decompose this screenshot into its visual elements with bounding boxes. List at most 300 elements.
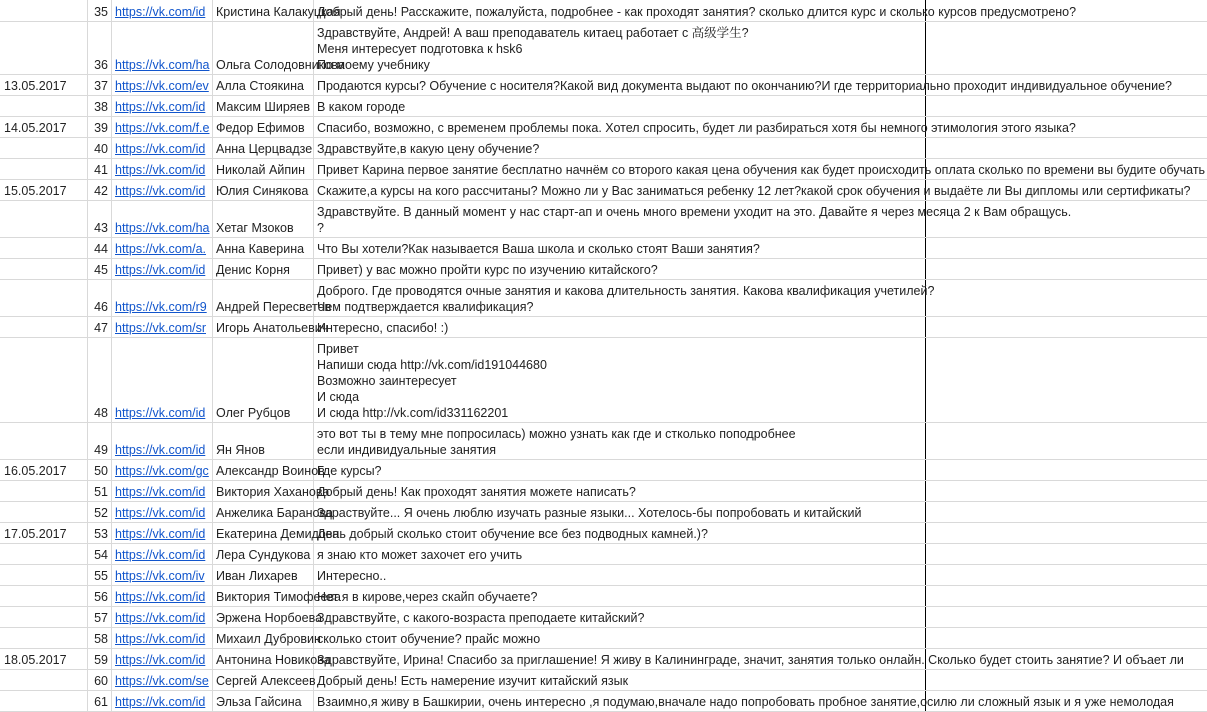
profile-link[interactable]	[112, 317, 213, 337]
name-cell-text: Анжелика Баранова	[216, 506, 333, 520]
message-line: Интересно, спасибо! :)	[317, 321, 449, 335]
profile-link-text[interactable]: https://vk.com/id	[115, 611, 206, 625]
row-number-cell-text: 40	[94, 142, 108, 156]
row-number-cell-text: 41	[94, 163, 108, 177]
row-number-cell-text: 59	[94, 653, 108, 667]
table-row	[0, 523, 1207, 544]
message-line: Добрый день! Как проходят занятия можете написать?	[317, 485, 636, 499]
row-number-cell-text: 61	[94, 695, 108, 709]
name-cell-text: Иван Лихарев	[216, 569, 298, 583]
profile-link-text[interactable]: https://vk.com/id	[115, 406, 206, 420]
profile-link[interactable]	[112, 22, 213, 74]
profile-link-text[interactable]: https://vk.com/ev	[115, 79, 209, 93]
message-cell	[314, 481, 925, 501]
date-cell	[0, 96, 88, 116]
profile-link-text[interactable]: https://vk.com/id	[115, 263, 206, 277]
message-line: Привет Карина первое занятие бесплатно начнём со второго какая цена обучения как будет происходить оплата сколько по времени вы будите обучать	[317, 163, 1206, 177]
profile-link[interactable]	[112, 117, 213, 137]
row-number-cell	[88, 280, 112, 316]
name-cell-text: Олег Рубцов	[216, 406, 291, 420]
name-cell-text: Виктория Тимофеева	[216, 590, 341, 604]
message-line: Здравствуйте,в какую цену обучение?	[317, 142, 540, 156]
next-column-cell	[925, 96, 1207, 116]
table-row	[0, 338, 1207, 423]
next-column-cell	[925, 138, 1207, 158]
profile-link-text[interactable]: https://vk.com/id	[115, 632, 206, 646]
profile-link[interactable]	[112, 481, 213, 501]
profile-link[interactable]	[112, 180, 213, 200]
name-cell-text: Ян Янов	[216, 443, 265, 457]
name-cell	[213, 117, 314, 137]
date-cell	[0, 691, 88, 711]
row-number-cell	[88, 117, 112, 137]
message-line: если индивидуальные занятия	[317, 443, 497, 457]
message-line: Возможно заинтересует	[317, 374, 457, 388]
name-cell-text: Сергей Алексеев	[216, 674, 316, 688]
row-number-cell-text: 38	[94, 100, 108, 114]
next-column-cell	[925, 259, 1207, 279]
profile-link-text[interactable]: https://vk.com/sr	[115, 321, 206, 335]
row-number-cell	[88, 586, 112, 606]
profile-link-text[interactable]: https://vk.com/id	[115, 163, 206, 177]
table-row	[0, 481, 1207, 502]
message-line: Здравствуйте, Андрей! А ваш преподаватель китаец работает с 高级学生?	[317, 26, 749, 40]
row-number-cell-text: 58	[94, 632, 108, 646]
profile-link[interactable]	[112, 649, 213, 669]
row-number-cell	[88, 238, 112, 258]
date-cell-text: 15.05.2017	[4, 184, 67, 198]
date-cell	[0, 586, 88, 606]
row-number-cell	[88, 691, 112, 711]
table-row	[0, 565, 1207, 586]
table-row	[0, 628, 1207, 649]
message-cell	[314, 502, 925, 522]
row-number-cell	[88, 138, 112, 158]
row-number-cell-text: 57	[94, 611, 108, 625]
message-line: Здравствуйте, Ирина! Спасибо за приглашение! Я живу в Калининграде, значит, занятия только онлайн. Сколько будет стоить занятие? И объает ли	[317, 653, 1184, 667]
next-column-cell	[925, 460, 1207, 480]
message-cell	[314, 544, 925, 564]
name-cell-text: Эльза Гайсина	[216, 695, 302, 709]
date-cell	[0, 544, 88, 564]
row-number-cell-text: 47	[94, 321, 108, 335]
date-cell-text: 17.05.2017	[4, 527, 67, 541]
message-line: Привет	[317, 342, 359, 356]
date-cell	[0, 201, 88, 237]
row-number-cell-text: 42	[94, 184, 108, 198]
profile-link[interactable]	[112, 691, 213, 711]
profile-link[interactable]	[112, 523, 213, 543]
message-cell	[314, 523, 925, 543]
row-number-cell	[88, 502, 112, 522]
row-number-cell	[88, 338, 112, 422]
name-cell	[213, 523, 340, 543]
message-cell	[314, 423, 925, 459]
date-cell	[0, 670, 88, 690]
message-line: Спасибо, возможно, с временем проблемы пока. Хотел спросить, будет ли разбираться хотя бы немного этимология этого языка?	[317, 121, 1076, 135]
table-row	[0, 423, 1207, 460]
message-line: Скажите,а курсы на кого рассчитаны? Можно ли у Вас заниматься ребенку 12 лет?какой срок обучения и выдаёте ли Вы дипломы или сертификаты?	[317, 184, 1191, 198]
date-cell-text: 14.05.2017	[4, 121, 67, 135]
date-cell	[0, 628, 88, 648]
profile-link-text[interactable]: https://vk.com/id	[115, 506, 206, 520]
next-column-cell	[925, 238, 1207, 258]
profile-link-text[interactable]: https://vk.com/id	[115, 184, 206, 198]
name-cell-text: Андрей Пересветов	[216, 300, 332, 314]
profile-link[interactable]	[112, 75, 213, 95]
name-cell	[213, 138, 314, 158]
row-number-cell-text: 36	[94, 58, 108, 72]
next-column-cell	[925, 423, 1207, 459]
profile-link[interactable]	[112, 670, 213, 690]
row-number-cell	[88, 22, 112, 74]
message-line: Нет я в кирове,через скайп обучаете?	[317, 590, 538, 604]
profile-link-text[interactable]: https://vk.com/id	[115, 527, 206, 541]
message-line: я знаю кто может захочет его учить	[317, 548, 523, 562]
profile-link[interactable]	[112, 338, 213, 422]
message-line: Здравствуйте. В данный момент у нас старт-ап и очень много времени уходит на это. Давайте я через месяца 2 к Вам обращусь.	[317, 205, 1072, 219]
row-number-cell-text: 46	[94, 300, 108, 314]
profile-link-text[interactable]: https://vk.com/se	[115, 674, 209, 688]
profile-link[interactable]	[112, 544, 213, 564]
name-cell	[213, 96, 314, 116]
name-cell-text: Ольга Солодовникова	[216, 58, 345, 72]
name-cell	[213, 544, 314, 564]
profile-link-text[interactable]: https://vk.com/id	[115, 100, 206, 114]
profile-link[interactable]	[112, 280, 213, 316]
table-row	[0, 280, 1207, 317]
date-cell	[0, 317, 88, 337]
profile-link[interactable]	[112, 0, 213, 21]
table-row	[0, 159, 1207, 180]
name-cell-text: Максим Ширяев	[216, 100, 311, 114]
table-row	[0, 670, 1207, 691]
profile-link-text[interactable]: https://vk.com/id	[115, 485, 206, 499]
name-cell	[213, 338, 314, 422]
table-row	[0, 22, 1207, 75]
message-cell	[314, 259, 925, 279]
message-line: Взаимно,я живу в Башкирии, очень интересно ,я подумаю,вначале надо попробовать пробное занятие,осилю ли сложный язык и я уже немолодая	[317, 695, 1174, 709]
message-line: Привет) у вас можно пройти курс по изучению китайского?	[317, 263, 658, 277]
date-cell	[0, 259, 88, 279]
profile-link-text[interactable]: https://vk.com/id	[115, 548, 206, 562]
row-number-cell-text: 52	[94, 506, 108, 520]
message-cell	[314, 238, 925, 258]
profile-link[interactable]	[112, 259, 213, 279]
name-cell	[213, 586, 341, 606]
date-cell	[0, 75, 88, 95]
profile-link-text[interactable]: https://vk.com/id	[115, 5, 206, 19]
row-number-cell	[88, 544, 112, 564]
name-cell	[213, 628, 321, 648]
row-number-cell-text: 54	[94, 548, 108, 562]
date-cell	[0, 607, 88, 627]
table-row	[0, 96, 1207, 117]
message-cell	[314, 460, 925, 480]
date-cell	[0, 117, 88, 137]
row-number-cell-text: 53	[94, 527, 108, 541]
next-column-cell	[925, 280, 1207, 316]
message-line: В каком городе	[317, 100, 406, 114]
row-number-cell-text: 51	[94, 485, 108, 499]
row-number-cell	[88, 649, 112, 669]
table-row	[0, 460, 1207, 481]
message-cell	[314, 138, 925, 158]
date-cell	[0, 565, 88, 585]
row-number-cell-text: 49	[94, 443, 108, 457]
row-number-cell	[88, 423, 112, 459]
date-cell	[0, 338, 88, 422]
table-row	[0, 117, 1207, 138]
row-number-cell-text: 35	[94, 5, 108, 19]
next-column-cell	[925, 628, 1207, 648]
date-cell	[0, 238, 88, 258]
name-cell	[213, 607, 323, 627]
row-number-cell	[88, 96, 112, 116]
message-line: Меня интересует подготовка к hsk6	[317, 42, 523, 56]
row-number-cell-text: 48	[94, 406, 108, 420]
name-cell-text: Антонина Новикова	[216, 653, 331, 667]
name-cell	[213, 201, 314, 237]
row-number-cell-text: 37	[94, 79, 108, 93]
profile-link-text[interactable]: https://vk.com/f.e	[115, 121, 210, 135]
name-cell-text: Эржена Норбоева	[216, 611, 323, 625]
table-row	[0, 238, 1207, 259]
profile-link-text[interactable]: https://vk.com/ha	[115, 58, 210, 72]
table-row	[0, 75, 1207, 96]
name-cell	[213, 259, 314, 279]
message-cell	[314, 159, 1206, 179]
profile-link[interactable]	[112, 138, 213, 158]
message-cell	[314, 607, 925, 627]
name-cell-text: Кристина Калакуцкая	[216, 5, 341, 19]
profile-link-text[interactable]: https://vk.com/id	[115, 695, 206, 709]
table-row	[0, 138, 1207, 159]
table-row	[0, 607, 1207, 628]
row-number-cell-text: 45	[94, 263, 108, 277]
date-cell	[0, 460, 88, 480]
message-line: это вот ты в тему мне попросилась) можно узнать как где и стколько поподробнее	[317, 427, 796, 441]
profile-link[interactable]	[112, 586, 213, 606]
profile-link-text[interactable]: https://vk.com/id	[115, 443, 206, 457]
table-row	[0, 649, 1207, 670]
row-number-cell	[88, 481, 112, 501]
date-cell	[0, 502, 88, 522]
message-cell	[314, 338, 925, 422]
date-cell	[0, 138, 88, 158]
profile-link-text[interactable]: https://vk.com/a.	[115, 242, 207, 256]
name-cell	[213, 423, 314, 459]
row-number-cell	[88, 565, 112, 585]
message-line: Здравствуйте, с какого-возраста преподаете китайский?	[317, 611, 645, 625]
row-number-cell	[88, 259, 112, 279]
name-cell	[213, 22, 345, 74]
row-number-cell	[88, 0, 112, 21]
name-cell-text: Николай Айпин	[216, 163, 305, 177]
name-cell-text: Федор Ефимов	[216, 121, 305, 135]
row-number-cell-text: 39	[94, 121, 108, 135]
message-line: Интересно..	[317, 569, 387, 583]
row-number-cell-text: 50	[94, 464, 108, 478]
name-cell	[213, 502, 333, 522]
table-row	[0, 317, 1207, 338]
row-number-cell	[88, 317, 112, 337]
name-cell-text: Лера Сундукова	[216, 548, 311, 562]
message-line: Добрый день! Есть намерение изучит китайский язык	[317, 674, 629, 688]
next-column-cell	[925, 502, 1207, 522]
message-line: Что Вы хотели?Как называется Ваша школа и сколько стоят Ваши занятия?	[317, 242, 760, 256]
name-cell	[213, 460, 325, 480]
name-cell	[213, 481, 330, 501]
table-row	[0, 691, 1207, 712]
message-line: ?	[317, 221, 324, 235]
table-row	[0, 544, 1207, 565]
row-number-cell-text: 43	[94, 221, 108, 235]
message-line: Доброго. Где проводятся очные занятия и какова длительность занятия. Какова квалификация учетилей?	[317, 284, 935, 298]
message-cell	[314, 180, 1191, 200]
message-cell	[314, 96, 925, 116]
name-cell-text: Игорь Анатольевич	[216, 321, 329, 335]
profile-link[interactable]	[112, 628, 213, 648]
profile-link-text[interactable]: https://vk.com/gc	[115, 464, 209, 478]
profile-link[interactable]	[112, 607, 213, 627]
message-line: сколько стоит обучение? прайс можно	[317, 632, 541, 646]
name-cell-text: Анна Церцвадзе	[216, 142, 313, 156]
date-cell	[0, 523, 88, 543]
next-column-cell	[925, 338, 1207, 422]
name-cell-text: Анна Каверина	[216, 242, 305, 256]
row-number-cell	[88, 460, 112, 480]
message-cell	[314, 628, 925, 648]
name-cell-text: Алла Стоякина	[216, 79, 304, 93]
date-cell	[0, 0, 88, 21]
row-number-cell	[88, 607, 112, 627]
profile-link-text[interactable]: https://vk.com/id	[115, 590, 206, 604]
row-number-cell	[88, 159, 112, 179]
name-cell	[213, 238, 314, 258]
message-cell	[314, 0, 1077, 21]
next-column-cell	[925, 523, 1207, 543]
name-cell	[213, 649, 331, 669]
message-cell	[314, 22, 925, 74]
name-cell	[213, 691, 314, 711]
name-cell-text: Юлия Синякова	[216, 184, 309, 198]
row-number-cell	[88, 180, 112, 200]
message-line: Где курсы?	[317, 464, 382, 478]
name-cell	[213, 159, 314, 179]
profile-link[interactable]	[112, 201, 213, 237]
message-line: Добрый день! Расскажите, пожалуйста, подробнее - как проходят занятия? сколько длится курс и сколько курсов предусмотрено?	[317, 5, 1077, 19]
row-number-cell-text: 56	[94, 590, 108, 604]
next-column-cell	[925, 317, 1207, 337]
row-number-cell-text: 60	[94, 674, 108, 688]
profile-link[interactable]	[112, 565, 213, 585]
message-line: И сюда	[317, 390, 360, 404]
message-cell	[314, 280, 935, 316]
date-cell	[0, 159, 88, 179]
message-line: Здраствуйте... Я очень люблю изучать разные языки... Хотелось-бы попробовать и китайский	[317, 506, 862, 520]
name-cell	[213, 317, 329, 337]
date-cell	[0, 280, 88, 316]
row-number-cell	[88, 75, 112, 95]
profile-link[interactable]	[112, 460, 213, 480]
date-cell	[0, 481, 88, 501]
message-line: Напиши сюда http://vk.com/id191044680	[317, 358, 547, 372]
message-line: Чем подтверждается квалификация?	[317, 300, 534, 314]
name-cell-text: Денис Корня	[216, 263, 290, 277]
message-cell	[314, 565, 925, 585]
next-column-cell	[925, 565, 1207, 585]
name-cell-text: Михаил Дубровин	[216, 632, 321, 646]
message-cell	[314, 317, 925, 337]
message-line: По моему учебнику	[317, 58, 430, 72]
date-cell	[0, 22, 88, 74]
name-cell-text: Екатерина Демидова	[216, 527, 340, 541]
profile-link[interactable]	[112, 502, 213, 522]
message-cell	[314, 75, 1172, 95]
next-column-cell	[925, 481, 1207, 501]
next-column-cell	[925, 607, 1207, 627]
profile-link[interactable]	[112, 96, 213, 116]
name-cell	[213, 180, 314, 200]
name-cell	[213, 280, 332, 316]
name-cell-text: Виктория Хаханова	[216, 485, 330, 499]
table-row	[0, 201, 1207, 238]
profile-link-text[interactable]: https://vk.com/id	[115, 142, 206, 156]
row-number-cell	[88, 523, 112, 543]
profile-link-text[interactable]: https://vk.com/id	[115, 653, 206, 667]
date-cell	[0, 649, 88, 669]
profile-link[interactable]	[112, 238, 213, 258]
message-line: И сюда http://vk.com/id331162201	[317, 406, 509, 420]
message-cell	[314, 586, 925, 606]
date-cell-text: 13.05.2017	[4, 79, 67, 93]
row-number-cell	[88, 670, 112, 690]
next-column-cell	[925, 22, 1207, 74]
name-cell	[213, 75, 314, 95]
message-cell	[314, 691, 1174, 711]
row-number-cell-text: 55	[94, 569, 108, 583]
message-line: День добрый сколько стоит обучение все без подводных камней.)?	[317, 527, 708, 541]
table-row	[0, 0, 1207, 22]
date-cell	[0, 423, 88, 459]
row-number-cell	[88, 628, 112, 648]
name-cell	[213, 670, 314, 690]
profile-link-text[interactable]: https://vk.com/ha	[115, 221, 210, 235]
message-cell	[314, 670, 925, 690]
profile-link-text[interactable]: https://vk.com/iv	[115, 569, 205, 583]
table-row	[0, 502, 1207, 523]
table-row	[0, 586, 1207, 607]
next-column-cell	[925, 544, 1207, 564]
name-cell	[213, 565, 314, 585]
date-cell-text: 18.05.2017	[4, 653, 67, 667]
message-cell	[314, 201, 1072, 237]
table-row	[0, 180, 1207, 201]
profile-link[interactable]	[112, 159, 213, 179]
name-cell-text: Хетаг Мзоков	[216, 221, 294, 235]
date-cell	[0, 180, 88, 200]
message-cell	[314, 649, 1184, 669]
name-cell-text: Александр Воинов	[216, 464, 325, 478]
row-number-cell-text: 44	[94, 242, 108, 256]
message-line: Продаются курсы? Обучение с носителя?Какой вид документа выдают по окончанию?И где территориально проходит индивидуальное обучение?	[317, 79, 1172, 93]
profile-link[interactable]	[112, 423, 213, 459]
profile-link-text[interactable]: https://vk.com/r9	[115, 300, 207, 314]
table-row	[0, 259, 1207, 280]
date-cell-text: 16.05.2017	[4, 464, 67, 478]
row-number-cell	[88, 201, 112, 237]
